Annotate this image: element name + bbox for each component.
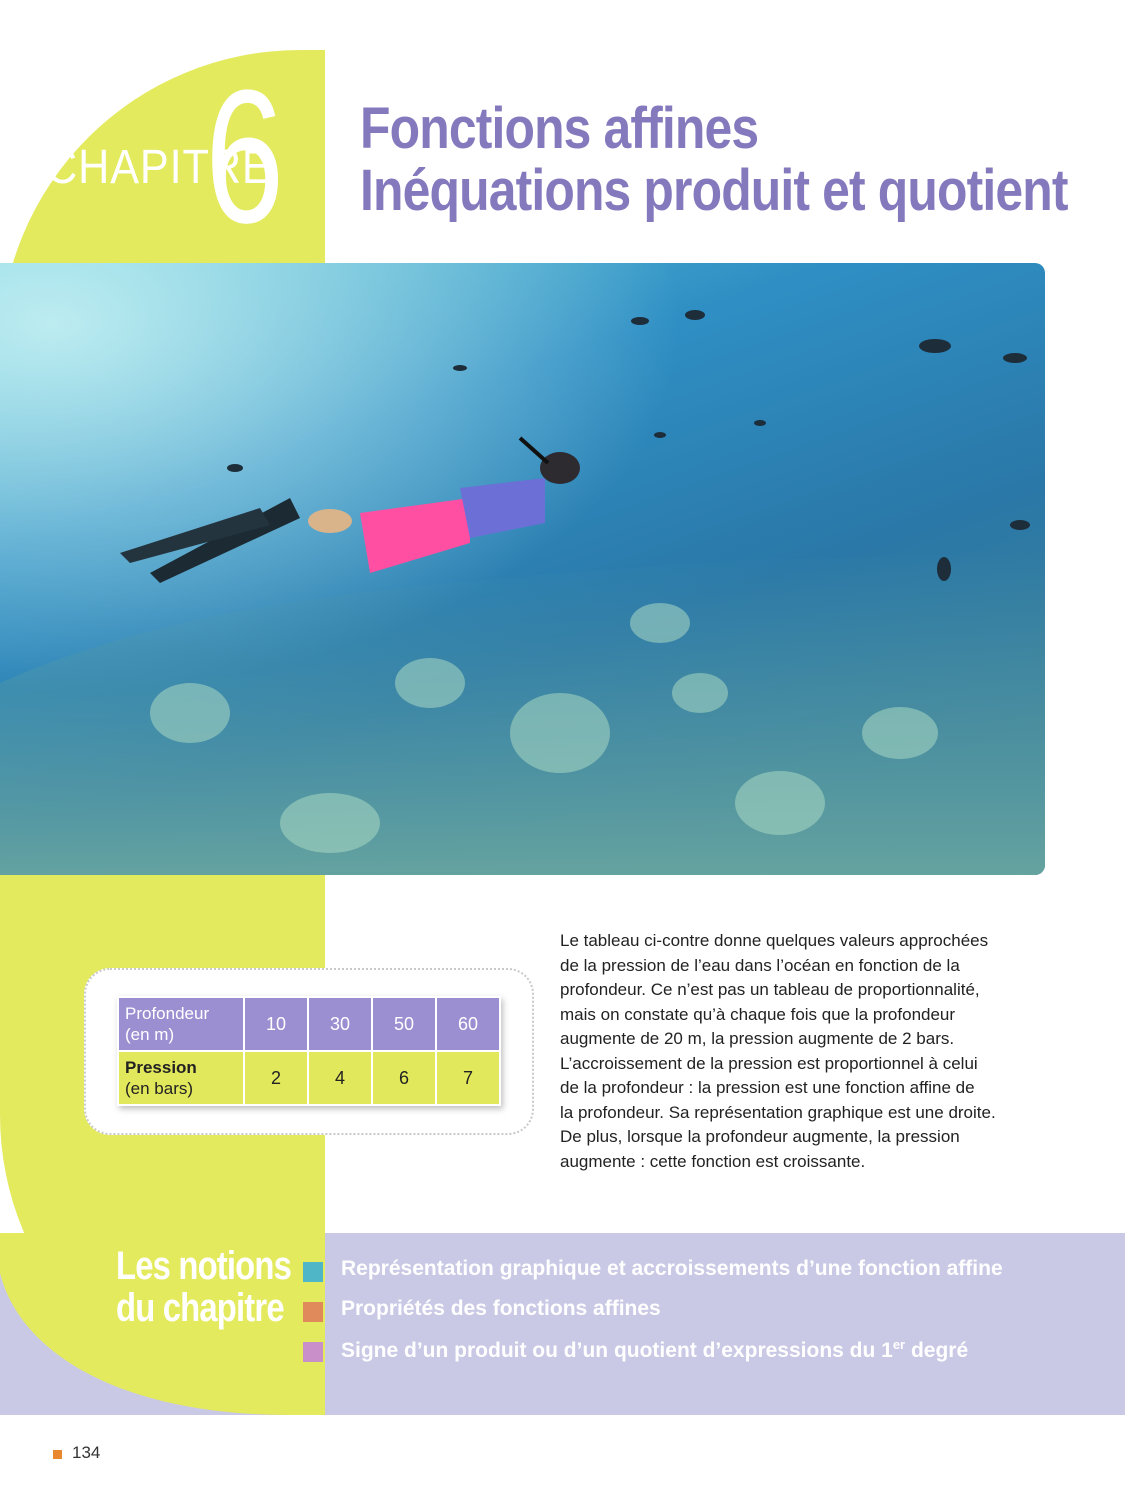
notion-color-square bbox=[303, 1302, 323, 1322]
notions-heading bbox=[116, 1245, 291, 1329]
chapter-title-line1: Fonctions affines bbox=[360, 96, 759, 161]
chapter-title-line2: Inéquations produit et quotient bbox=[360, 158, 1068, 223]
text-line: mais on constate qu’à chaque fois que la profondeur bbox=[560, 1004, 956, 1024]
chapter-number: 6 bbox=[205, 51, 285, 263]
table-row-pressure bbox=[118, 1051, 500, 1105]
table-cell: 30 bbox=[308, 997, 372, 1051]
table-cell: 50 bbox=[372, 997, 436, 1051]
page-marker-square bbox=[53, 1450, 62, 1459]
notion-color-square bbox=[303, 1342, 323, 1362]
text-line: Le tableau ci-contre donne quelques valeurs approchées bbox=[560, 931, 989, 950]
table-cell: 60 bbox=[436, 997, 500, 1051]
notion-text: Représentation graphique et accroissements d’une fonction affine bbox=[341, 1257, 1003, 1280]
notion-text-after: degré bbox=[905, 1339, 969, 1362]
text-line: profondeur. Ce n’est pas un tableau de proportionnalité, bbox=[560, 980, 980, 999]
row-header-unit: (en m) bbox=[125, 1025, 175, 1044]
text-line: L’accroissement de la pression est proportionnel à celui bbox=[560, 1053, 978, 1073]
table-cell: 4 bbox=[308, 1051, 372, 1105]
notion-text: Signe d’un produit ou d’un quotient d’expressions du 1 bbox=[341, 1339, 893, 1362]
row-header-depth bbox=[118, 997, 244, 1051]
row-header-main: Profondeur bbox=[125, 1004, 210, 1023]
chapter-title bbox=[360, 96, 1068, 223]
notion-color-square bbox=[303, 1262, 323, 1282]
text-line: augmente de 20 m, la pression augmente de 2 bars. bbox=[560, 1029, 955, 1048]
snorkeler-photo bbox=[0, 263, 1045, 875]
page-number: 134 bbox=[72, 1443, 101, 1462]
intro-paragraph bbox=[560, 929, 1050, 1174]
notions-heading-line1: Les notions bbox=[116, 1244, 292, 1288]
table-cell: 2 bbox=[244, 1051, 308, 1105]
notions-heading-line2: du chapitre bbox=[116, 1286, 284, 1330]
table-cell: 10 bbox=[244, 997, 308, 1051]
table-cell: 6 bbox=[372, 1051, 436, 1105]
table-row-depth bbox=[118, 997, 500, 1051]
text-line: la profondeur. Sa représentation graphique est une droite. bbox=[560, 1102, 996, 1122]
row-header-unit: (en bars) bbox=[125, 1079, 194, 1098]
superscript: er bbox=[892, 1337, 906, 1352]
text-line: augmente : cette fonction est croissante. bbox=[560, 1151, 866, 1171]
depth-pressure-table bbox=[117, 996, 501, 1106]
row-header-main: Pression bbox=[125, 1058, 197, 1077]
notion-text: Propriétés des fonctions affines bbox=[341, 1297, 661, 1320]
notion-text-with-superscript bbox=[341, 1337, 968, 1363]
text-line: De plus, lorsque la profondeur augmente, la pression bbox=[560, 1127, 960, 1146]
text-line: de la profondeur : la pression est une fonction affine de bbox=[560, 1078, 975, 1097]
chapter-label: CHAPITRE bbox=[46, 141, 272, 194]
table-cell: 7 bbox=[436, 1051, 500, 1105]
text-line: de la pression de l’eau dans l’océan en fonction de la bbox=[560, 955, 960, 975]
row-header-pressure bbox=[118, 1051, 244, 1105]
